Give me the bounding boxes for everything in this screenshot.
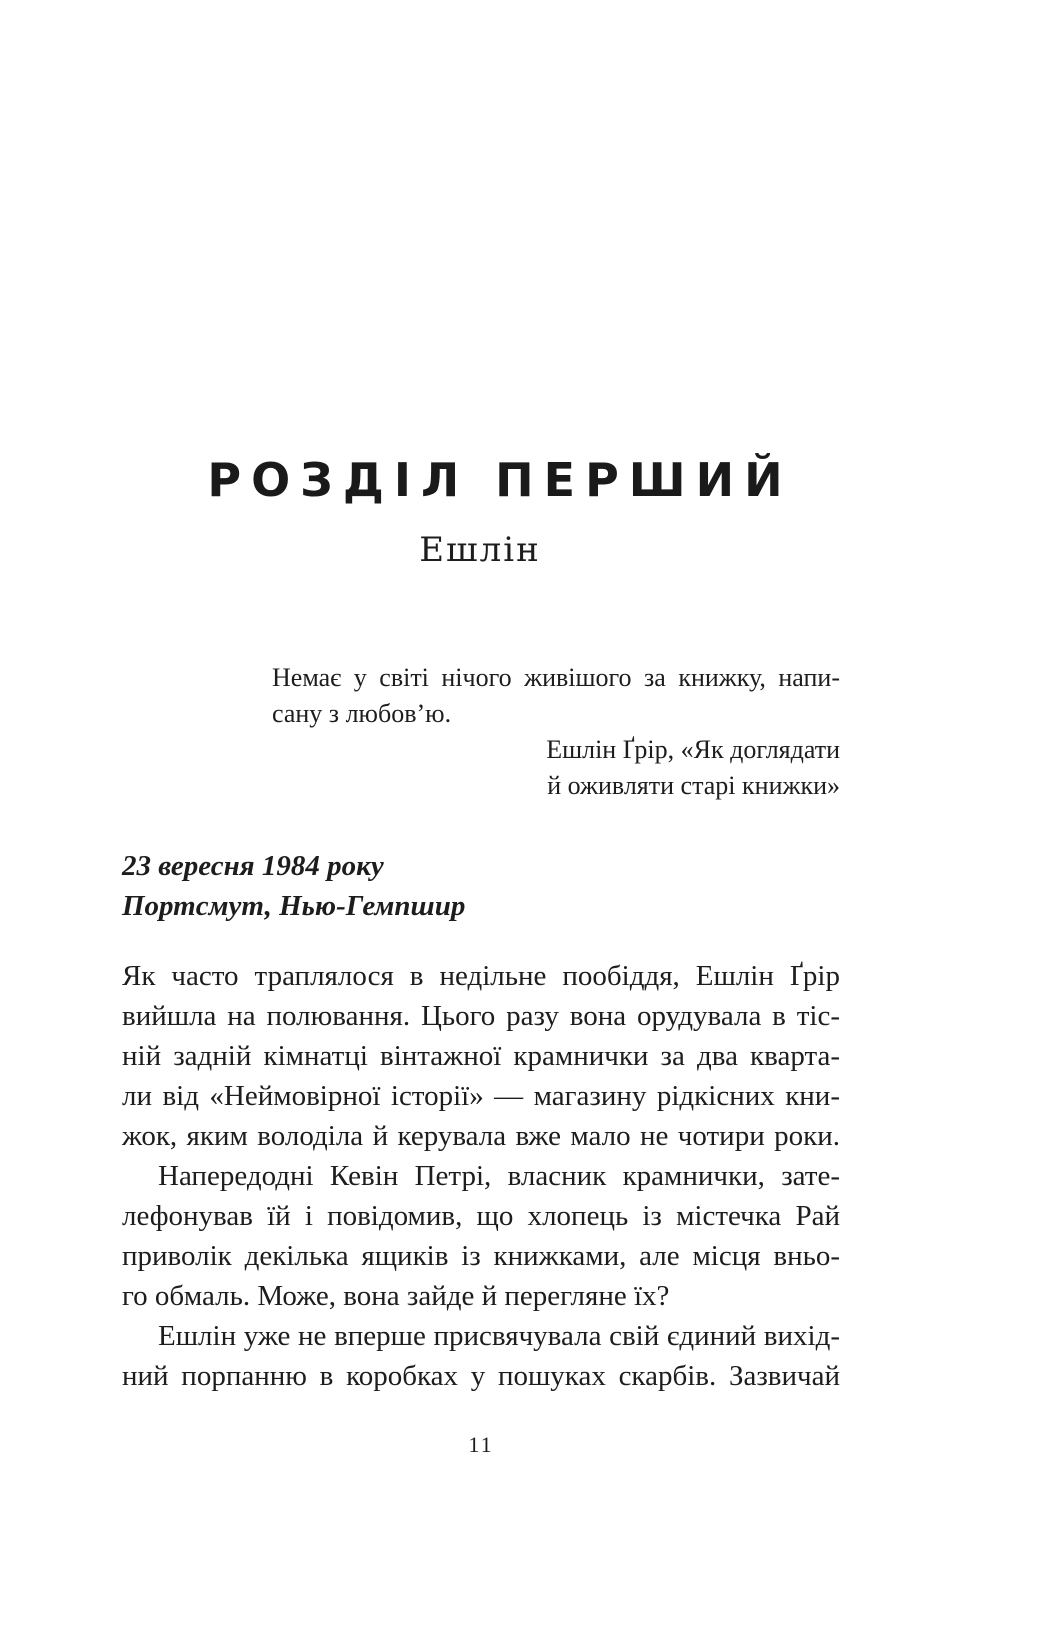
chapter-body-text [122,956,840,1396]
epigraph-source [272,732,840,804]
body-line: Як часто траплялося в недільне пообіддя, Ешлін Ґрір [122,960,840,992]
epigraph-text [272,660,840,732]
body-line: ний порпанню в коробках у пошуках скарбів. Зазвичай [122,1360,840,1392]
epigraph [272,660,840,804]
page-number: 11 [468,1432,494,1457]
body-line: приволік декілька ящиків із книжками, але місця вньо- [122,1240,840,1272]
body-line: жок, яким володіла й керувала вже мало не чотири роки. [122,1120,840,1152]
body-line: вийшла на полювання. Цього разу вона орудувала в тіс- [122,1000,840,1032]
epigraph-source-line: Ешлін Ґрір, «Як доглядати [546,735,840,764]
dateline-place: Портсмут, Нью-Гемпшир [122,890,466,922]
epigraph-line: Немає у світі нічого живішого за книжку, напи- [272,663,840,692]
dateline-date: 23 вересня 1984 року [122,850,384,882]
dateline [122,846,842,926]
body-line: ній задній кімнатці вінтажної крамнички за два кварта- [122,1040,840,1072]
body-line: Ешлін уже не вперше присвячувала свій єдиний вихід- [158,1320,840,1352]
epigraph-line: сану з любов’ю. [272,699,452,728]
body-line: го обмаль. Може, вона зайде й перегляне їх? [122,1280,670,1312]
body-line: ли від «Неймовірної історії» — магазину рідкісних кни- [122,1080,840,1112]
chapter-heading: РОЗДІЛ ПЕРШИЙ [207,453,793,507]
epigraph-source-line: й оживляти старі книжки» [547,771,840,800]
body-line: лефонував їй і повідомив, що хлопець із містечка Рай [122,1200,840,1232]
chapter-subtitle: Ешлін [419,530,541,570]
body-line: Напередодні Кевін Петрі, власник крамнички, зате- [158,1160,840,1192]
